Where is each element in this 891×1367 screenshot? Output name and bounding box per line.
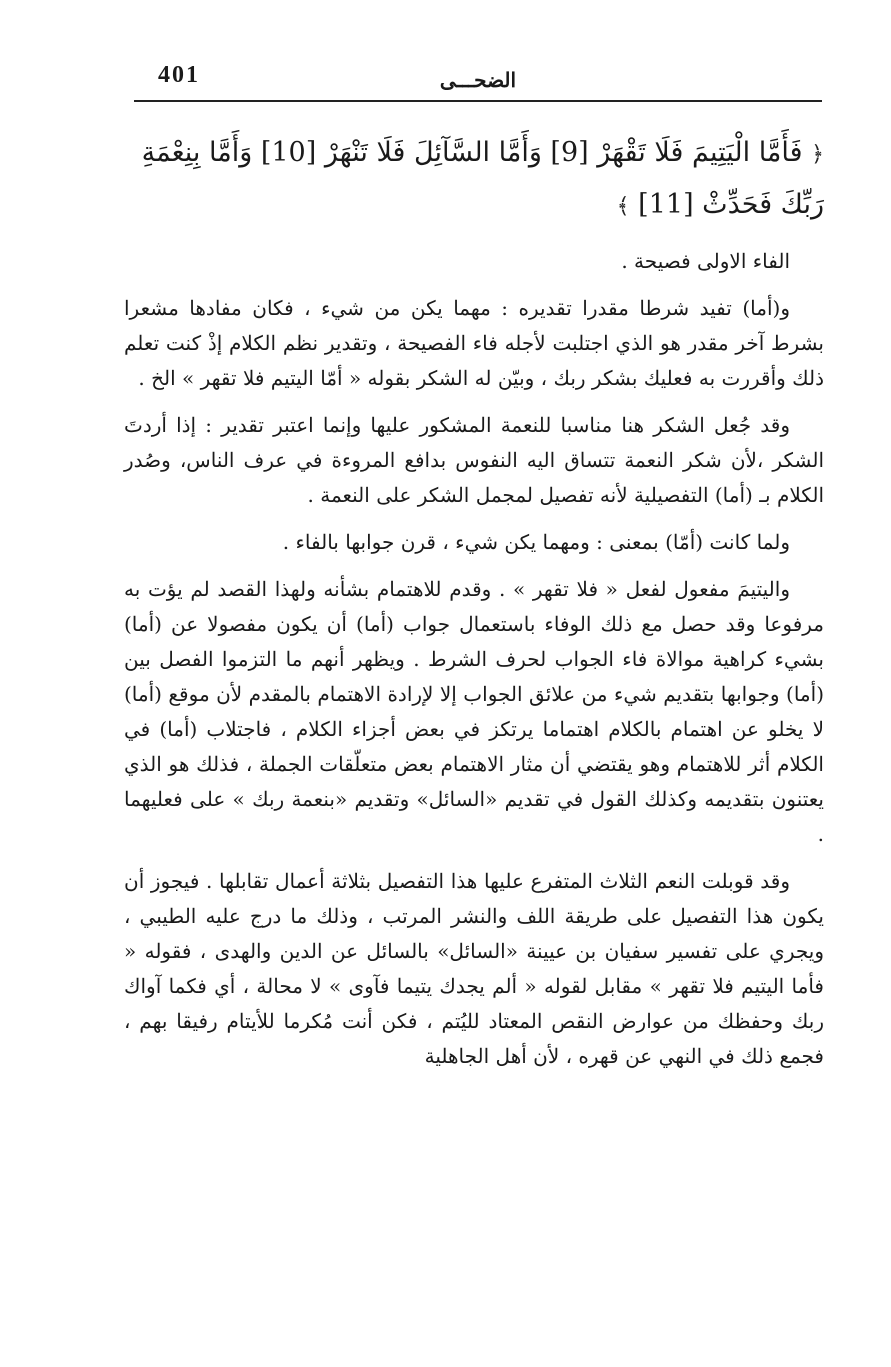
paragraph-gratitude: وقد جُعل الشكر هنا مناسبا للنعمة المشكور عليها وإنما اعتبر تقدير : إذا أردتَ الشكر ،لأن شكر النعمة تتساق اليه النفوس بدافع المروءة في عرف الناس، وصُدر الكلام بـ (أما) التفصيلية لأنه تفصيل لمجمل الشكر على النعمة . <box>124 413 824 507</box>
page-body <box>124 128 824 1086</box>
quran-verse-text: فَأَمَّا الْيَتِيمَ فَلَا تَقْهَرْ [9] وَأَمَّا السَّآئِلَ فَلَا تَنْهَرْ [10] وَأَمَّا بِنِعْمَةِ رَبِّكَ فَحَدِّثْ [11] <box>141 137 824 220</box>
header-divider <box>134 100 822 102</box>
verse-close-bracket: ﴾ <box>616 194 630 219</box>
paragraph-amma-condition: و(أما) تفيد شرطا مقدرا تقديره : مهما يكن من شيء ، فكان مفادها مشعرا بشرط آخر مقدر هو الذي اجتلبت لأجله فاء الفصيحة ، وتقدير نظم الكلام إذْ كنت تعلم ذلك وأقررت به فعليك بشكر ربك ، وبيّن له الشكر بقوله « أمّا اليتيم فلا تقهر » الخ . <box>124 296 824 390</box>
paragraph-fa-answer: ولما كانت (أمّا) بمعنى : ومهما يكن شيء ، قرن جوابها بالفاء . <box>282 530 790 554</box>
page-header <box>134 58 822 102</box>
running-title: الضحـــى <box>439 68 517 92</box>
verse-open-bracket: ﴿ <box>811 142 824 167</box>
quran-verse-block <box>124 128 824 232</box>
paragraph-orphan-object: واليتيمَ مفعول لفعل « فلا تقهر » . وقدم للاهتمام بشأنه ولهذا القصد لم يؤت به مرفوعا وقد حصل مع ذلك الوفاء باستعمال جواب (أما) أن يكون مفصولا عن (أما) بشيء كراهية موالاة فاء الجواب لحرف الشرط . ويظهر أنهم ما التزموا الفصل بين (أما) وجوابها بتقديم شيء من علائق الجواب إلا لإرادة الاهتمام بالمقدم لأن موقع (أما) لا يخلو عن اهتمام بالكلام اهتماما يرتكز في بعض أجزاء الكلام ، فاجتلاب (أما) في الكلام أثر للاهتمام وهو يقتضي أن مثار الاهتمام بعض متعلّقات الجملة ، فذلك هو الذي يعتنون بتقديمه وكذلك القول في تقديم «السائل» وتقديم «بنعمة ربك » على فعليهما . <box>124 577 824 846</box>
paragraph-three-blessings: وقد قوبلت النعم الثلاث المتفرع عليها هذا التفصيل بثلاثة أعمال تقابلها . فيجوز أن يكون هذا التفصيل على طريقة اللف والنشر المرتب ، وذلك ما درج عليه الطيبي ، ويجري على تفسير سفيان بن عيينة «السائل» بالسائل عن الدين والهدى ، فقوله « فأما اليتيم فلا تقهر » مقابل لقوله « ألم يجدك يتيما فآوى » لا محالة ، أي فكما آواك ربك وحفظك من عوارض النقص المعتاد لليُتم ، فكن أنت مُكرما للأيتام رفيقا بهم ، فجمع ذلك في النهي عن قهره ، لأن أهل الجاهلية <box>124 869 824 1068</box>
paragraph-fasiha-note: الفاء الاولى فصيحة . <box>621 249 790 273</box>
page-number: 401 <box>158 62 200 88</box>
